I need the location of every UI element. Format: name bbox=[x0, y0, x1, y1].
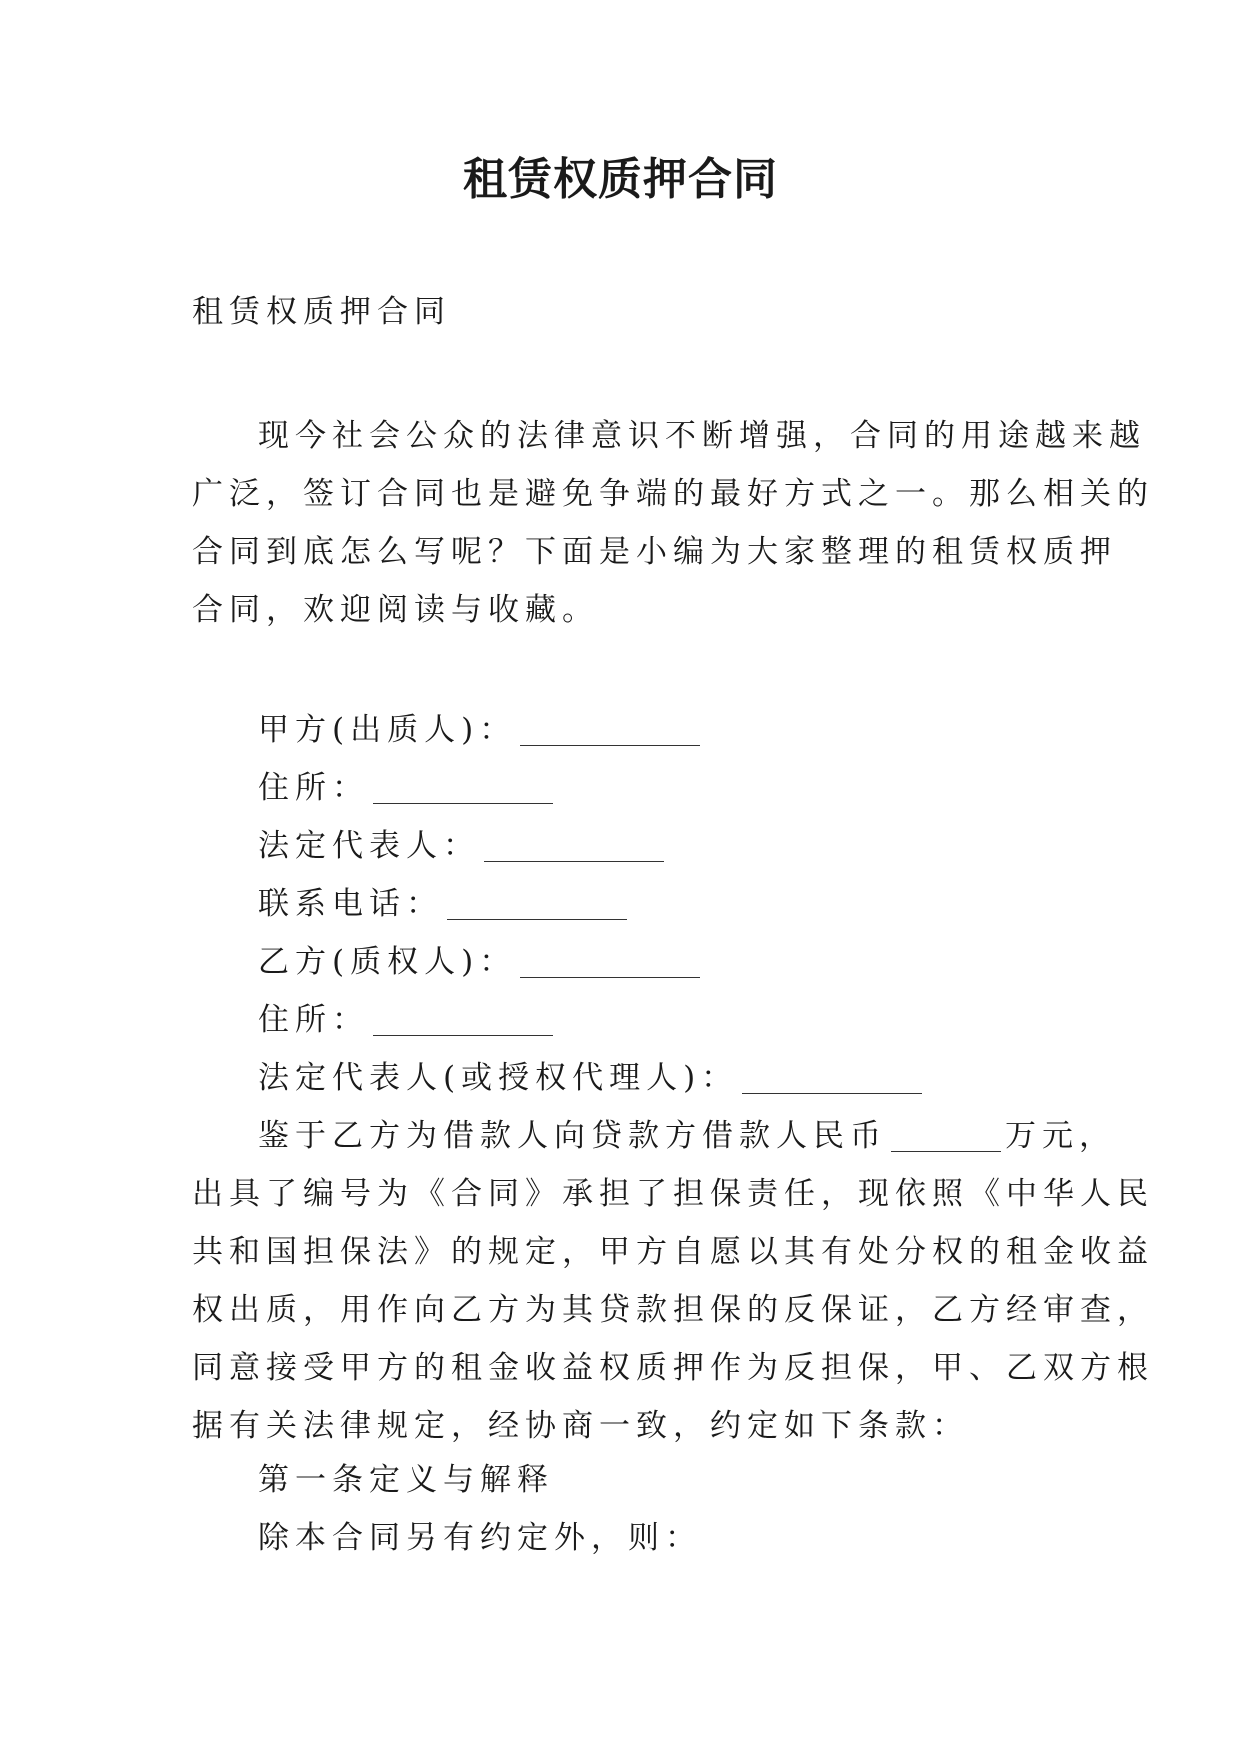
intro-paragraph bbox=[192, 407, 1154, 639]
party-a-phone-row bbox=[258, 875, 922, 933]
party-a-address-row bbox=[258, 759, 922, 817]
party-b-rep-blank bbox=[742, 1063, 922, 1094]
party-a-phone-blank bbox=[447, 889, 627, 920]
document-subtitle: 租赁权质押合同 bbox=[192, 294, 451, 330]
party-b-rep-row bbox=[258, 1049, 922, 1107]
intro-line: 现今社会公众的法律意识不断增强，合同的用途越来越 bbox=[258, 418, 1146, 454]
intro-line: 合同到底怎么写呢？下面是小编为大家整理的租赁权质押 bbox=[192, 534, 1117, 570]
recital-line: 出具了编号为《合同》承担了担保责任，现依照《中华人民 bbox=[192, 1176, 1154, 1212]
intro-line: 广泛，签订合同也是避免争端的最好方式之一。那么相关的 bbox=[192, 476, 1154, 512]
party-a-rep-row bbox=[258, 817, 922, 875]
party-a-address-blank bbox=[373, 773, 553, 804]
party-b-label: 乙方(质权人)： bbox=[258, 944, 517, 980]
recital-line: 同意接受甲方的租金收益权质押作为反担保，甲、乙双方根 bbox=[192, 1350, 1154, 1386]
party-a-phone-label: 联系电话： bbox=[258, 886, 443, 922]
recital-line: 权出质，用作向乙方为其贷款担保的反保证，乙方经审查， bbox=[192, 1292, 1154, 1328]
recital-line-start: 鉴于乙方为借款人向贷款方借款人民币 bbox=[258, 1118, 887, 1154]
party-b-row bbox=[258, 933, 922, 991]
intro-line: 合同，欢迎阅读与收藏。 bbox=[192, 592, 599, 628]
recital-paragraph bbox=[192, 1107, 1154, 1455]
party-a-address-label: 住所： bbox=[258, 770, 369, 806]
recital-line bbox=[192, 1107, 1116, 1165]
party-b-address-row bbox=[258, 991, 922, 1049]
party-a-label: 甲方(出质人)： bbox=[258, 712, 517, 748]
recital-line-end: 万元， bbox=[1005, 1118, 1116, 1154]
party-b-address-blank bbox=[373, 1005, 553, 1036]
party-b-rep-label: 法定代表人(或授权代理人)： bbox=[258, 1060, 739, 1096]
party-b-address-label: 住所： bbox=[258, 1002, 369, 1038]
article-1-section bbox=[258, 1451, 702, 1567]
recital-line: 共和国担保法》的规定，甲方自愿以其有处分权的租金收益 bbox=[192, 1234, 1154, 1270]
recital-line: 据有关法律规定，经协商一致，约定如下条款： bbox=[192, 1408, 969, 1444]
party-a-rep-blank bbox=[484, 831, 664, 862]
party-a-blank bbox=[520, 715, 700, 746]
parties-section bbox=[258, 701, 922, 1107]
article-1-text: 除本合同另有约定外，则： bbox=[258, 1520, 702, 1556]
party-a-row bbox=[258, 701, 922, 759]
document-title: 租赁权质押合同 bbox=[463, 154, 778, 205]
loan-amount-blank bbox=[891, 1121, 1001, 1152]
party-a-rep-label: 法定代表人： bbox=[258, 828, 480, 864]
article-1-heading: 第一条定义与解释 bbox=[258, 1462, 554, 1498]
party-b-blank bbox=[520, 947, 700, 978]
